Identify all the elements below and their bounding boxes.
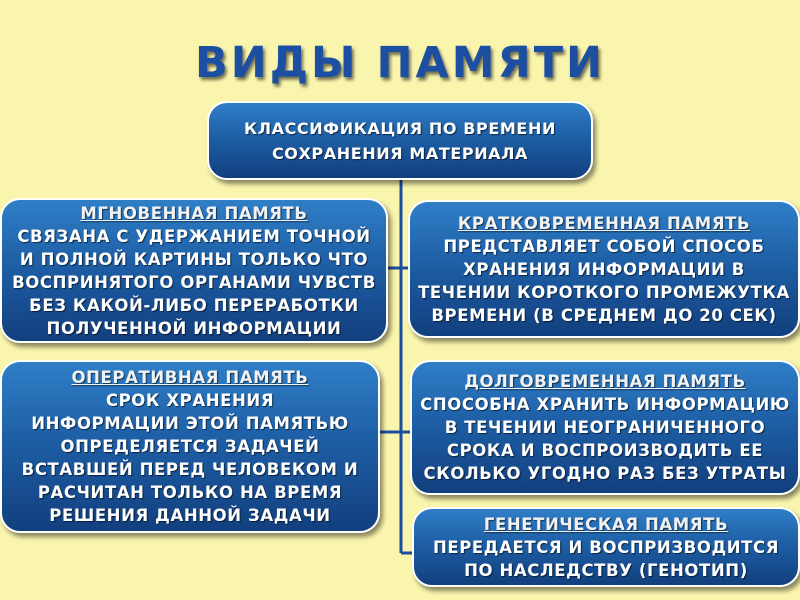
classification-line: СОХРАНЕНИЯ МАТЕРИАЛА bbox=[271, 143, 529, 163]
long-term-memory-line: СКОЛЬКО УГОДНО РАЗ БЕЗ УТРАТЫ bbox=[423, 464, 787, 483]
classification-line: КЛАССИФИКАЦИЯ ПО ВРЕМЕНИ bbox=[244, 118, 556, 138]
long-term-memory-heading: ДОЛГОВРЕМЕННАЯ ПАМЯТЬ bbox=[464, 372, 746, 391]
operative-memory-line: ВСТАВШЕЙ ПЕРЕД ЧЕЛОВЕКОМ И bbox=[21, 460, 359, 479]
short-term-memory-line: ВРЕМЕНИ (В СРЕДНЕМ ДО 20 СЕК) bbox=[431, 305, 777, 325]
genetic-memory-line: ПЕРЕДАЕТСЯ И ВОСПРИЗВОДИТСЯ bbox=[432, 537, 780, 557]
operative-memory-line: РАСЧИТАН ТОЛЬКО НА ВРЕМЯ bbox=[37, 483, 343, 502]
short-term-memory-line: ТЕЧЕНИИ КОРОТКОГО ПРОМЕЖУТКА bbox=[418, 282, 790, 302]
operative-memory-line: ИНФОРМАЦИИ ЭТОЙ ПАМЯТЬЮ bbox=[31, 414, 349, 433]
operative-memory-box bbox=[0, 360, 380, 533]
genetic-memory-line: ПО НАСЛЕДСТВУ (ГЕНОТИП) bbox=[464, 560, 748, 580]
short-term-memory-heading: КРАТКОВРЕМЕННАЯ ПАМЯТЬ bbox=[457, 213, 751, 233]
page-title: ВИДЫ ПАМЯТИ bbox=[194, 38, 606, 88]
long-term-memory-line: СРОКА И ВОСПРОИЗВОДИТЬ ЕЕ bbox=[446, 441, 764, 460]
operative-memory-line: СРОК ХРАНЕНИЯ bbox=[105, 391, 275, 410]
long-term-memory-line: В ТЕЧЕНИИ НЕОГРАНИЧЕННОГО bbox=[444, 418, 766, 437]
genetic-memory-heading: ГЕНЕТИЧЕСКАЯ ПАМЯТЬ bbox=[483, 514, 729, 534]
instant-memory-box bbox=[0, 198, 388, 343]
instant-memory-heading: МГНОВЕННАЯ ПАМЯТЬ bbox=[80, 203, 308, 223]
long-term-memory-box bbox=[410, 360, 800, 495]
operative-memory-line: РЕШЕНИЯ ДАННОЙ ЗАДАЧИ bbox=[49, 506, 331, 525]
instant-memory-line: СВЯЗАНА С УДЕРЖАНИЕМ ТОЧНОЙ bbox=[17, 226, 371, 246]
long-term-memory-line: СПОСОБНА ХРАНИТЬ ИНФОРМАЦИЮ bbox=[420, 395, 790, 414]
short-term-memory-line: ХРАНЕНИЯ ИНФОРМАЦИИ В bbox=[463, 259, 745, 279]
operative-memory-line: ОПРЕДЕЛЯЕТСЯ ЗАДАЧЕЙ bbox=[60, 437, 320, 456]
operative-memory-heading: ОПЕРАТИВНАЯ ПАМЯТЬ bbox=[71, 368, 309, 387]
short-term-memory-box bbox=[408, 200, 800, 338]
classification-box bbox=[207, 101, 593, 180]
instant-memory-line: ПОЛУЧЕННОЙ ИНФОРМАЦИИ bbox=[46, 318, 342, 338]
short-term-memory-line: ПРЕДСТАВЛЯЕТ СОБОЙ СПОСОБ bbox=[443, 236, 765, 256]
instant-memory-line: БЕЗ КАКОЙ-ЛИБО ПЕРЕРАБОТКИ bbox=[29, 295, 359, 315]
instant-memory-line: И ПОЛНОЙ КАРТИНЫ ТОЛЬКО ЧТО bbox=[19, 249, 369, 269]
genetic-memory-box bbox=[412, 507, 800, 587]
instant-memory-line: ВОСПРИНЯТОГО ОРГАНАМИ ЧУВСТВ bbox=[12, 272, 376, 292]
